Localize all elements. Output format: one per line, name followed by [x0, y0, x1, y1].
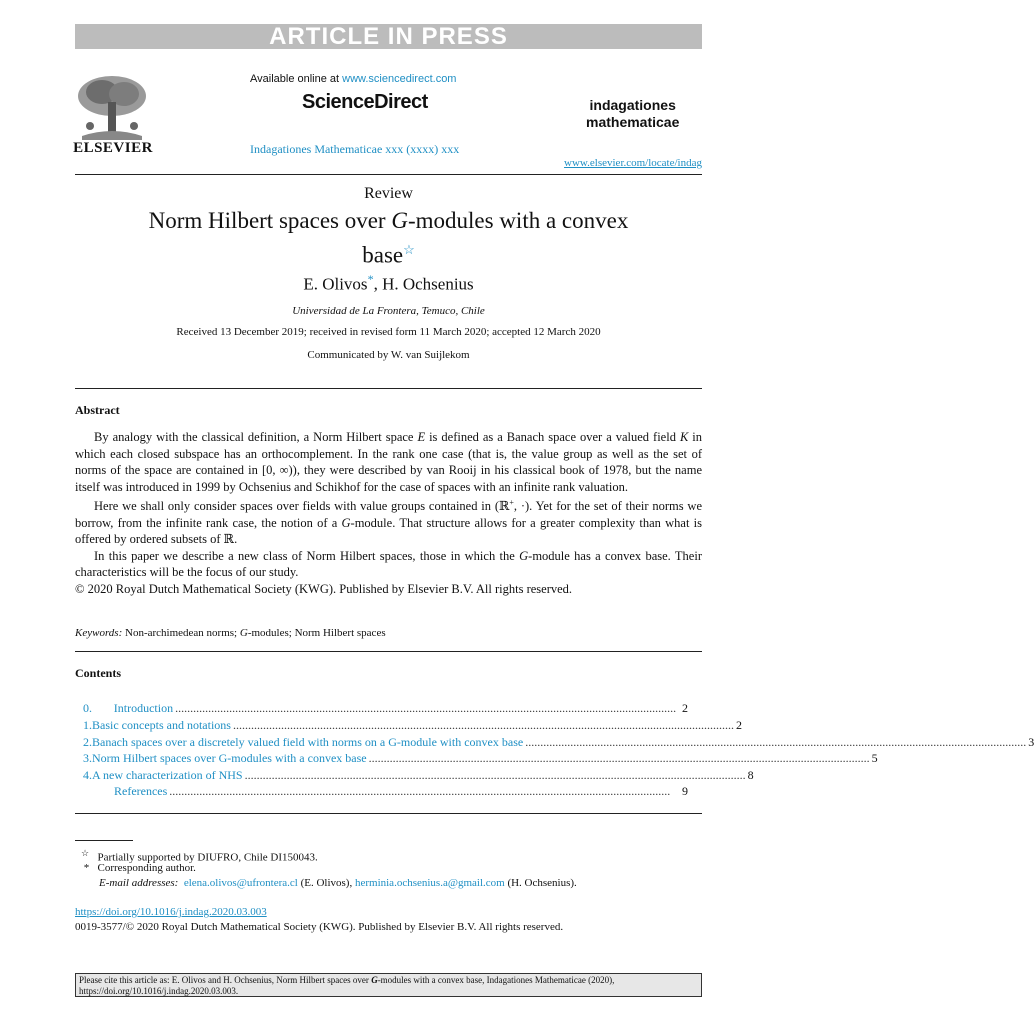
toc-link[interactable]: A new characterization of NHS: [92, 768, 243, 782]
toc-item[interactable]: 3. Norm Hilbert spaces over G-modules with a convex base ....................................................................................................................................................................... 5: [83, 751, 878, 765]
sciencedirect-link[interactable]: www.sciencedirect.com: [342, 73, 457, 85]
toc-item[interactable]: References ....................................................................................................................................................................... 9: [114, 784, 688, 798]
available-online: Available online at www.sciencedirect.com: [250, 73, 457, 85]
journal-url-link[interactable]: www.elsevier.com/locate/indag: [564, 157, 702, 169]
contents-heading: Contents: [75, 666, 122, 680]
article-type: Review: [364, 185, 413, 202]
affiliation: Universidad de La Frontera, Temuco, Chile: [292, 305, 485, 317]
header-divider: [75, 174, 702, 175]
communicated-by: Communicated by W. van Suijlekom: [307, 349, 470, 361]
toc-item[interactable]: 0. Introduction ....................................................................................................................................................................... 2: [83, 701, 688, 715]
article-in-press-banner: ARTICLE IN PRESS: [75, 24, 702, 49]
toc-item[interactable]: 2. Banach spaces over a discretely valued field with norms on a G-module with convex base ....................................................................................................................................................................... 3: [83, 735, 1034, 749]
abstract-paragraph: By analogy with the classical definition, a Norm Hilbert space E is defined as a Banach space over a valued field K in which each closed subspace has an orthocomplement. In the rank one case (that is, the value group as well as the set of norms of the space are contained in [0, ∞)), they were described by van Rooij in his classical book of 1978, but the name itself was introduced in 1999 by Ochsenius and Schikhof for the case of spaces with an infinite rank valuation.: [75, 430, 702, 494]
article-title: Norm Hilbert spaces over G-modules with a convex base☆: [148, 208, 629, 268]
email-link[interactable]: herminia.ochsenius.a@gmail.com: [354, 877, 505, 889]
journal-reference: Indagationes Mathematicae xxx (xxxx) xxx: [250, 142, 460, 156]
citation-box: Please cite this article as: E. Olivos and H. Ochsenius, Norm Hilbert spaces over G-modules with a convex base, Indagationes Mathematicae (2020), https://doi.org/10.1016/j.indag.2020.03.003.: [75, 973, 702, 997]
authors: E. Olivos*, H. Ochsenius: [303, 272, 474, 294]
footnote-corresponding: * Corresponding author.: [83, 862, 196, 874]
footnote-emails: E-mail addresses: elena.olivos@ufrontera.cl (E. Olivos), herminia.ochsenius.a@gmail.com (H. Ochsenius).: [99, 877, 577, 889]
abstract-copyright: © 2020 Royal Dutch Mathematical Society (KWG). Published by Elsevier B.V. All rights reserved.: [75, 581, 573, 596]
abstract-body: [75, 429, 702, 597]
footnote-funding: ☆ Partially supported by DIUFRO, Chile DI150043.: [81, 848, 318, 864]
toc-link[interactable]: References: [114, 784, 168, 798]
footnote-divider: [75, 840, 133, 841]
abstract-paragraph: Here we shall only consider spaces over fields with value groups contained in (ℝ+, ·). Yet for the set of their norms we borrow, from the infinite rank case, the notion of a G-module. That structure allows for a greater complexity than what is offered by ordered subsets of ℝ.: [75, 498, 702, 547]
journal-logo: indagationes mathematicae: [586, 97, 680, 130]
toc-link[interactable]: Basic concepts and notations: [92, 718, 231, 732]
abstract-heading: Abstract: [75, 403, 120, 417]
sciencedirect-logo: ScienceDirect: [302, 91, 428, 113]
toc-link[interactable]: Introduction: [113, 701, 174, 715]
keywords: Keywords: Non-archimedean norms; G-modules; Norm Hilbert spaces: [75, 627, 386, 639]
email-link[interactable]: elena.olivos@ufrontera.cl: [183, 877, 298, 889]
contents-bottom-divider: [75, 813, 702, 814]
toc-item[interactable]: 4. A new characterization of NHS ....................................................................................................................................................................... 8: [83, 768, 754, 782]
issn-copyright: 0019-3577/© 2020 Royal Dutch Mathematical Society (KWG). Published by Elsevier B.V. All rights reserved.: [75, 921, 564, 933]
contents-top-divider: [75, 651, 702, 652]
abstract-paragraph: In this paper we describe a new class of Norm Hilbert spaces, those in which the G-module has a convex base. Their characteristics will be the focus of our study.: [75, 548, 702, 580]
title-footnote-mark[interactable]: ☆: [403, 242, 415, 257]
received-dates: Received 13 December 2019; received in revised form 11 March 2020; accepted 12 March 2020: [176, 326, 601, 338]
toc-item[interactable]: 1. Basic concepts and notations ....................................................................................................................................................................... 2: [83, 718, 742, 732]
corresponding-mark[interactable]: *: [367, 272, 374, 286]
elsevier-tree-logo-icon: [72, 74, 152, 140]
doi-link[interactable]: https://doi.org/10.1016/j.indag.2020.03.003: [75, 906, 267, 918]
toc-link[interactable]: Norm Hilbert spaces over G-modules with a convex base: [92, 751, 367, 765]
abstract-top-divider: [75, 388, 702, 389]
elsevier-wordmark: ELSEVIER: [73, 140, 153, 156]
toc-link[interactable]: Banach spaces over a discretely valued field with norms on a G-module with convex base: [92, 735, 524, 749]
